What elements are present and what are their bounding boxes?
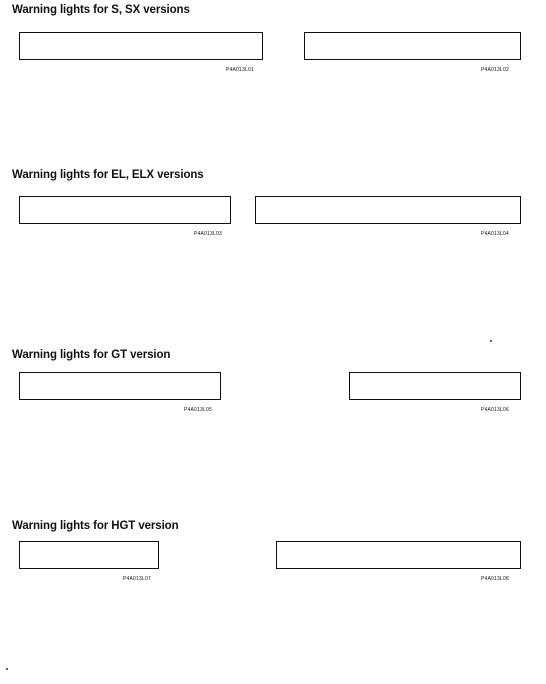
warning-panel-el-elx-right [255,196,521,224]
warning-panel-hgt-left [19,541,159,569]
warning-panel-s-sx-left [19,32,263,60]
warning-panel-gt-right [349,372,521,400]
section-heading-el-elx: Warning lights for EL, ELX versions [12,169,204,181]
figure-code: P4A013L05 [184,407,212,413]
warning-panel-s-sx-right [304,32,521,60]
speck [6,668,8,670]
section-heading-hgt: Warning lights for HGT version [12,520,179,532]
figure-code: P4A013L07 [123,576,151,582]
speck [490,340,492,342]
warning-panel-gt-left [19,372,221,400]
section-heading-gt: Warning lights for GT version [12,349,171,361]
figure-code: P4A013L01 [226,67,254,73]
figure-code: P4A013L04 [481,231,509,237]
figure-code: P4A013L02 [481,67,509,73]
figure-code: P4A013L03 [194,231,222,237]
warning-panel-el-elx-left [19,196,231,224]
section-heading-s-sx: Warning lights for S, SX versions [12,4,190,16]
figure-code: P4A013L08 [481,576,509,582]
figure-code: P4A013L06 [481,407,509,413]
warning-panel-hgt-right [276,541,521,569]
